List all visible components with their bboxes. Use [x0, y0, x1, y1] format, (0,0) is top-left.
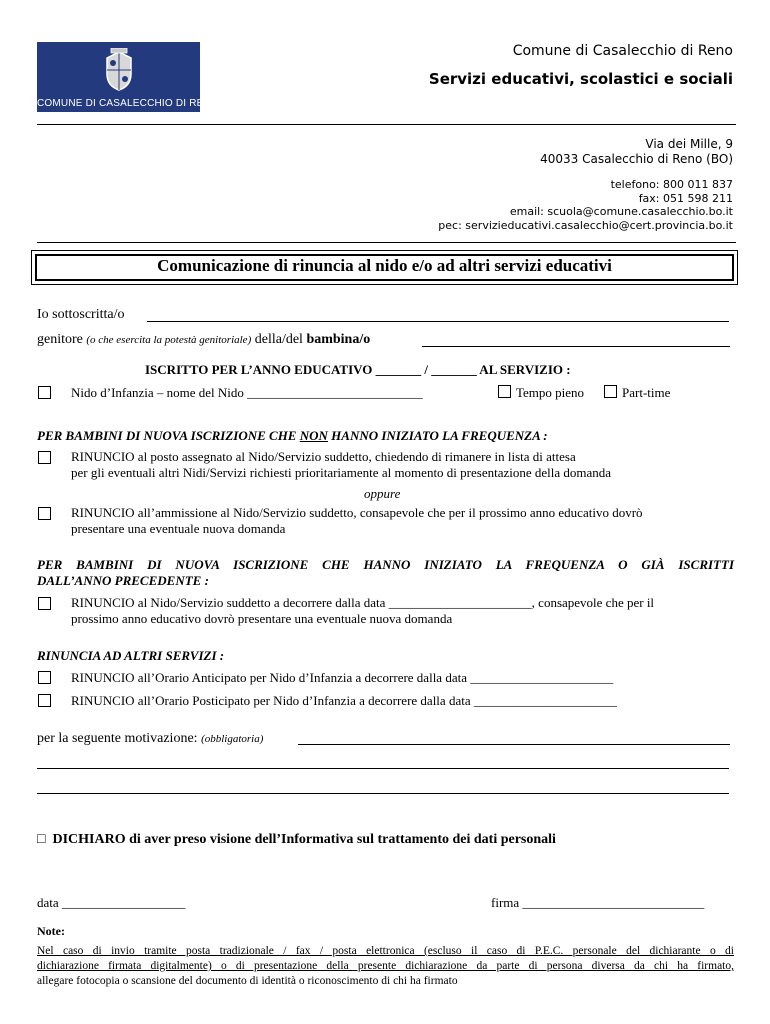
- motivation-note: (obbligatoria): [201, 733, 264, 745]
- section2-heading-line2: DALL’ANNO PRECEDENTE :: [37, 573, 209, 588]
- section1-heading-pre: PER BAMBINI DI NUOVA ISCRIZIONE CHE: [37, 428, 300, 443]
- section1-heading: [37, 428, 548, 444]
- late-hours-checkbox[interactable]: [38, 694, 51, 707]
- note-line1: Nel caso di invio tramite posta tradizionale / fax / posta elettronica (escluso il caso di P.E.C. personale del dichiarante o di: [37, 945, 734, 957]
- signer-name-field[interactable]: [147, 321, 729, 322]
- part-time-label: Part-time: [622, 385, 671, 400]
- form-title-box: [31, 250, 738, 285]
- section2-option-checkbox[interactable]: [38, 597, 51, 610]
- late-hours-label: RINUNCIO all’Orario Posticipato per Nido d’Infanzia a decorrere dalla data ______________________: [71, 693, 617, 708]
- section3-heading: RINUNCIA AD ALTRI SERVIZI :: [37, 648, 225, 663]
- section2-option-line1: RINUNCIO al Nido/Servizio suddetto a decorrere dalla data ______________________, consapevole che per il: [71, 595, 655, 610]
- municipality-logo: [37, 42, 219, 112]
- section1-heading-non: NON: [299, 428, 328, 443]
- full-time-checkbox[interactable]: [498, 385, 511, 398]
- note-title: Note:: [37, 924, 65, 938]
- parent-line: [37, 332, 370, 348]
- child-prefix: della/del: [254, 332, 303, 347]
- child-name-field[interactable]: [422, 346, 730, 347]
- coat-of-arms-icon: [99, 48, 139, 92]
- address-line-2: 40033 Casalecchio di Reno (BO): [540, 152, 733, 166]
- email-address: email: scuola@comune.casalecchio.bo.it: [509, 205, 733, 218]
- section1-heading-post: HANNO INIZIATO LA FREQUENZA :: [327, 428, 548, 443]
- section1-option2-line1: RINUNCIO all’ammissione al Nido/Servizio suddetto, consapevole che per il prossimo anno educativo dovrò: [71, 505, 643, 520]
- fax-number: fax: 051 598 211: [638, 192, 733, 205]
- enrolled-year-line: ISCRITTO PER L’ANNO EDUCATIVO _______ / _______ AL SERVIZIO :: [145, 362, 571, 377]
- motivation-label: per la seguente motivazione:: [37, 731, 198, 746]
- signer-label: Io sottoscritta/o: [37, 307, 125, 322]
- motivation-field-line1[interactable]: [298, 744, 730, 745]
- oppure-label: oppure: [364, 486, 401, 501]
- child-label: bambina/o: [306, 332, 371, 347]
- date-field[interactable]: data ___________________: [37, 895, 186, 910]
- privacy-declaration: [37, 832, 556, 848]
- section1-option1-line1: RINUNCIO al posto assegnato al Nido/Servizio suddetto, chiedendo di rimanere in lista di attesa: [71, 449, 576, 464]
- motivation-field-line3[interactable]: [37, 793, 729, 794]
- motivation-field-line2[interactable]: [37, 768, 729, 769]
- section1-option1-checkbox[interactable]: [38, 451, 51, 464]
- parent-label: genitore: [37, 332, 83, 347]
- section2-heading-line1: PER BAMBINI DI NUOVA ISCRIZIONE CHE HANNO INIZIATO LA FREQUENZA O GIÀ ISCRITTI: [37, 557, 734, 572]
- pec-address: pec: servizieducativi.casalecchio@cert.provincia.bo.it: [438, 219, 733, 232]
- municipality-name: Comune di Casalecchio di Reno: [512, 43, 733, 59]
- section1-option2-line2: presentare una eventuale nuova domanda: [71, 521, 286, 536]
- section1-option1-line2: per gli eventuali altri Nidi/Servizi richiesti prioritariamente al momento di presentazione della domanda: [71, 465, 612, 480]
- note-line2: dichiarazione firmata digitalmente) o di presentazione della presente dichiarazione da parte di persona diversa da chi ha firmato,: [37, 960, 734, 972]
- full-time-label: Tempo pieno: [516, 385, 585, 400]
- header-divider: [37, 124, 736, 125]
- privacy-text: DICHIARO di aver preso visione dell’Informativa sul trattamento dei dati personali: [52, 832, 556, 847]
- nido-label: Nido d’Infanzia – nome del Nido ___________________________: [71, 385, 423, 400]
- motivation-label-line: [37, 731, 263, 747]
- address-line-1: Via dei Mille, 9: [645, 137, 733, 151]
- early-hours-label: RINUNCIO all’Orario Anticipato per Nido d’Infanzia a decorrere dalla data ______________________: [71, 670, 614, 685]
- form-title: Comunicazione di rinuncia al nido e/o ad altri servizi educativi: [157, 256, 612, 275]
- parent-note: (o che esercita la potestà genitoriale): [86, 334, 252, 346]
- logo-text: COMUNE DI CASALECCHIO DI RENO: [37, 98, 219, 109]
- nido-checkbox[interactable]: [38, 386, 51, 399]
- phone-number: telefono: 800 011 837: [610, 178, 733, 191]
- early-hours-checkbox[interactable]: [38, 671, 51, 684]
- signature-field[interactable]: firma ____________________________: [491, 895, 705, 910]
- note-line3: allegare fotocopia o scansione del documento di identità o riconoscimento di chi ha firmato: [37, 975, 458, 987]
- privacy-checkbox[interactable]: □: [37, 832, 46, 847]
- section1-option2-checkbox[interactable]: [38, 507, 51, 520]
- part-time-checkbox[interactable]: [604, 385, 617, 398]
- contact-divider: [37, 242, 736, 243]
- department-name: Servizi educativi, scolastici e sociali: [428, 70, 733, 88]
- section2-option-line2: prossimo anno educativo dovrò presentare una eventuale nuova domanda: [71, 611, 453, 626]
